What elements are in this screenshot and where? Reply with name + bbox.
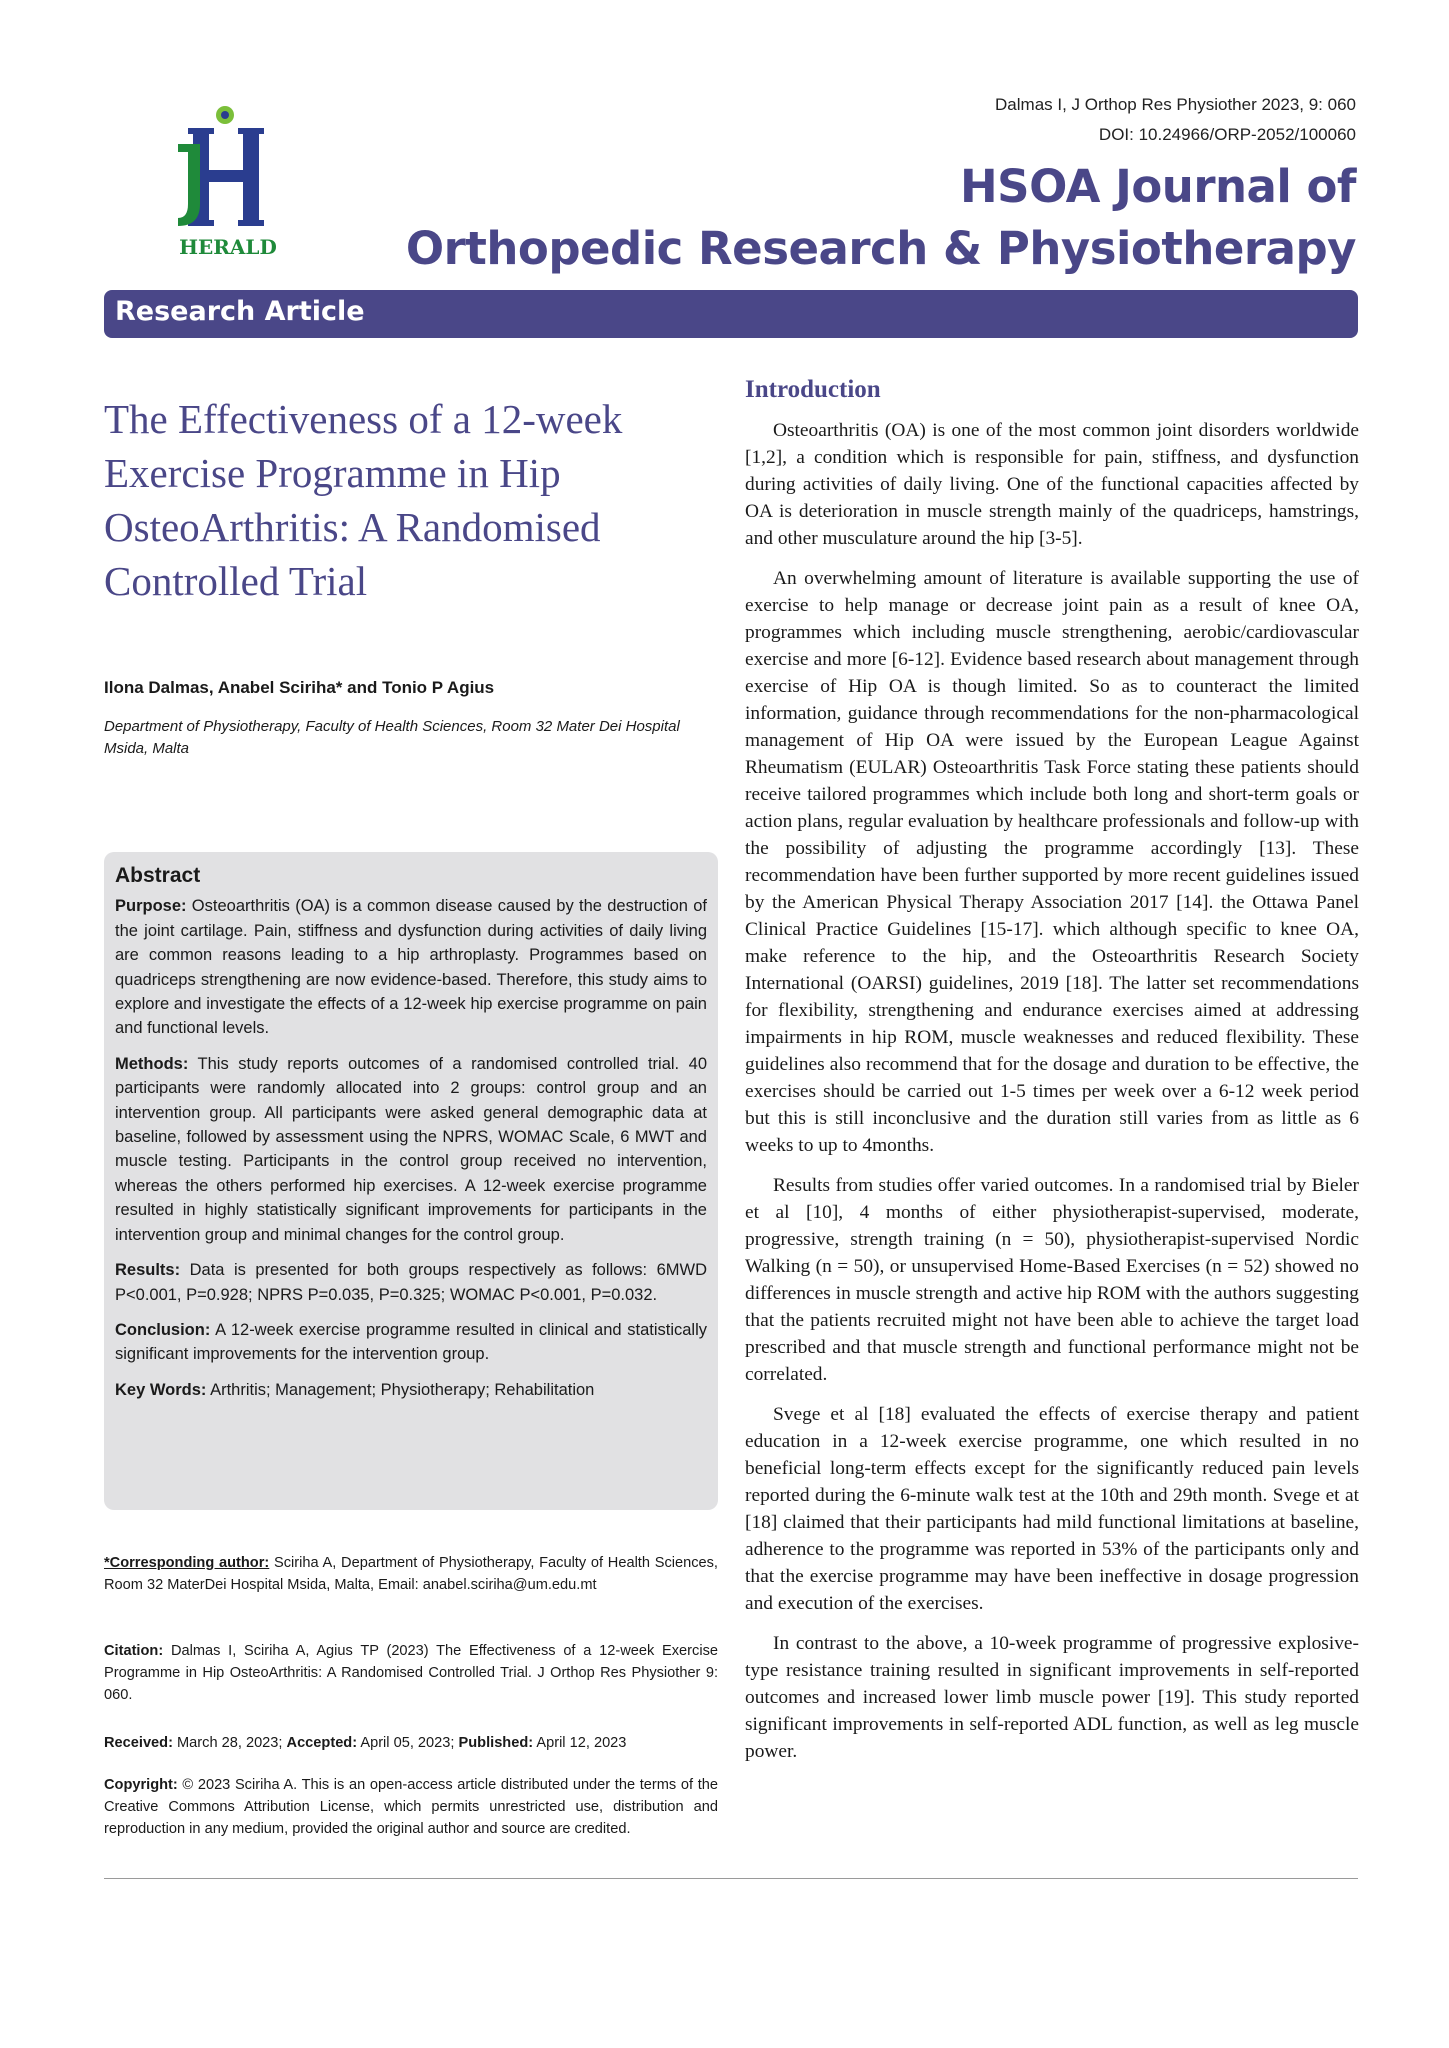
received-label: Received: xyxy=(104,1735,173,1751)
keywords-text: Arthritis; Management; Physiotherapy; Rehabilitation xyxy=(206,1380,595,1399)
herald-logo xyxy=(168,104,288,262)
abstract-purpose xyxy=(115,894,707,1040)
introduction-section xyxy=(745,376,1359,1778)
published-date: April 12, 2023 xyxy=(533,1735,627,1751)
citation-text: Dalmas I, Sciriha A, Agius TP (2023) The Effectiveness of a 12-week Exercise Programme in Hip OsteoArthritis: A Randomised Controlled Trial. J Orthop Res Physiother 9: 060. xyxy=(104,1643,718,1703)
intro-paragraph: An overwhelming amount of literature is available supporting the use of exercise to help manage or decrease joint pain as a result of knee OA, programmes which including muscle strengthening, aerobic/cardiovascular exercise and more [6-12]. Evidence based research about management through exercise of Hip OA is though limited. So as to counteract the limited information, guidance through recommendations for the non-pharmacological management of Hip OA were issued by the European League Against Rheumatism (EULAR) Osteoarthritis Task Force stating these patients should receive tailored programmes which include both long and short-term goals or action plans, regular evaluation by healthcare professionals and follow-up with the possibility of adjusting the programme accordingly [13]. These recommendation have been further supported by more recent guidelines issued by the American Physical Therapy Association 2017 [14]. the Ottawa Panel Clinical Practice Guidelines [15-17]. which although specific to knee OA, make reference to the hip, and the Osteoarthritis Research Society International (OARSI) guidelines, 2019 [18]. The latter set recommendations for flexibility, strengthening and endurance exercises aimed at addressing impairments in hip ROM, muscle weaknesses and reduced flexibility. These guidelines also recommend that for the dosage and duration to be effective, the exercises should be carried out 1-5 times per week over a 6-12 week period but this is still inconclusive and the duration still varies from as little as 6 weeks to up to 4months. xyxy=(745,568,1359,1156)
herald-logo-mark xyxy=(168,104,288,262)
corr-label: *Corresponding author: xyxy=(104,1555,270,1571)
journal-title-line1: HSOA Journal of xyxy=(960,160,1356,213)
conclusion-label: Conclusion: xyxy=(115,1320,211,1339)
authors: Ilona Dalmas, Anabel Sciriha* and Tonio P Agius xyxy=(104,678,495,697)
results-text: Data is presented for both groups respectively as follows: 6MWD P<0.001, P=0.928; NPRS P=0.035, P=0.325; WOMAC P<0.001, P=0.032. xyxy=(115,1261,707,1304)
abstract-keywords xyxy=(115,1378,707,1402)
affiliation: Department of Physiotherapy, Faculty of Health Sciences, Room 32 Mater Dei Hospital Msida, Malta xyxy=(104,718,680,757)
abstract-conclusion xyxy=(115,1318,707,1367)
journal-title-line2: Orthopedic Research & Physiotherapy xyxy=(405,222,1356,275)
conclusion-text: A 12-week exercise programme resulted in clinical and statistically significant improvements for the intervention group. xyxy=(115,1320,707,1364)
corr-text: Sciriha A, Department of Physiotherapy, Faculty of Health Sciences, Room 32 MaterDei Hospital Msida, Malta, Email: anabel.sciriha@um.edu.mt xyxy=(104,1555,718,1593)
methods-label: Methods: xyxy=(115,1054,189,1073)
article-type-band xyxy=(104,290,1358,338)
corresponding-author xyxy=(104,1552,718,1596)
intro-paragraph: Svege et al [18] evaluated the effects of exercise therapy and patient education in a 12-week exercise programme, one which resulted in no beneficial long-term effects except for the significantly reduced pain levels reported during the 6-minute walk test at the 10th and 29th month. Svege et at [18] claimed that their participants had mild functional limitations at baseline, adherence to the programme was reported in 53% of the participants only and that the exercise programme may have been ineffective in dosage progression and execution of the exercises. xyxy=(745,1404,1359,1614)
abstract-heading: Abstract xyxy=(115,864,201,887)
introduction-heading: Introduction xyxy=(745,376,881,403)
abstract-box xyxy=(104,852,718,1510)
logo-text: HERALD xyxy=(179,235,277,259)
results-label: Results: xyxy=(115,1261,181,1280)
citation-label: Citation: xyxy=(104,1643,164,1659)
intro-paragraph: In contrast to the above, a 10-week programme of progressive explosive-type resistance training resulted in significant improvements in self-reported outcomes and increased lower limb muscle power [19]. This study reported significant improvements in self-reported ADL function, as well as leg muscle power. xyxy=(745,1633,1359,1762)
copyright-block xyxy=(104,1774,718,1840)
dates-block xyxy=(104,1732,718,1754)
intro-paragraph: Results from studies offer varied outcomes. In a randomised trial by Bieler et al [10], 4 months of either physiotherapist-supervised, moderate, progressive, strength training (n = 50), physiotherapist-supervised Nordic Walking (n = 50), or unsupervised Home-Based Exercises (n = 52) showed no differences in muscle strength and active hip ROM with the authors suggesting that the patients recruited might not have been able to achieve the target load prescribed and that muscle strength and functional performance might not be correlated. xyxy=(745,1175,1359,1385)
citation-block xyxy=(104,1640,718,1706)
purpose-label: Purpose: xyxy=(115,897,187,916)
copyright-text: © 2023 Sciriha A. This is an open-access article distributed under the terms of the Creative Commons Attribution License, which permits unrestricted use, distribution and reproduction in any medium, provided the original author and source are credited. xyxy=(104,1777,718,1837)
article-title: The Effectiveness of a 12-week Exercise Programme in Hip OsteoArthritis: A Randomised Controlled Trial xyxy=(104,396,623,604)
received-date: March 28, 2023; xyxy=(172,1735,287,1751)
article-type-label: Research Article xyxy=(115,296,365,327)
citation-line: Dalmas I, J Orthop Res Physiother 2023, 9: 060 xyxy=(995,95,1356,114)
header-meta xyxy=(995,90,1356,150)
abstract-results xyxy=(115,1258,707,1307)
footer-rule xyxy=(104,1878,1358,1879)
copyright-label: Copyright: xyxy=(104,1777,178,1793)
methods-text: This study reports outcomes of a randomised controlled trial. 40 participants were randomly allocated into 2 groups: control group and an intervention group. All participants were asked general demographic data at baseline, followed by assessment using the NPRS, WOMAC Scale, 6 MWT and muscle testing. Participants in the control group received no intervention, whereas the others performed hip exercises. A 12-week exercise programme resulted in highly statistically significant improvements for participants in the intervention group and minimal changes for the control group. xyxy=(115,1054,707,1244)
accepted-date: April 05, 2023; xyxy=(357,1735,459,1751)
accepted-label: Accepted: xyxy=(286,1735,358,1751)
doi-line: DOI: 10.24966/ORP-2052/100060 xyxy=(1098,125,1356,144)
abstract-methods xyxy=(115,1052,707,1247)
purpose-text: Osteoarthritis (OA) is a common disease caused by the destruction of the joint cartilage. Pain, stiffness and dysfunction during activities of daily living are common reasons leading to a hip arthroplasty. Programmes based on quadriceps strengthening are now evidence-based. Therefore, this study aims to explore and investigate the effects of a 12-week hip exercise programme on pain and functional levels. xyxy=(115,897,707,1038)
keywords-label: Key Words: xyxy=(115,1380,207,1399)
published-label: Published: xyxy=(458,1735,534,1751)
intro-paragraph: Osteoarthritis (OA) is one of the most common joint disorders worldwide [1,2], a condition which is responsible for pain, stiffness, and dysfunction during activities of daily living. One of the functional capacities affected by OA is deterioration in muscle strength mainly of the quadriceps, hamstrings, and other musculature around the hip [3-5]. xyxy=(745,420,1359,549)
